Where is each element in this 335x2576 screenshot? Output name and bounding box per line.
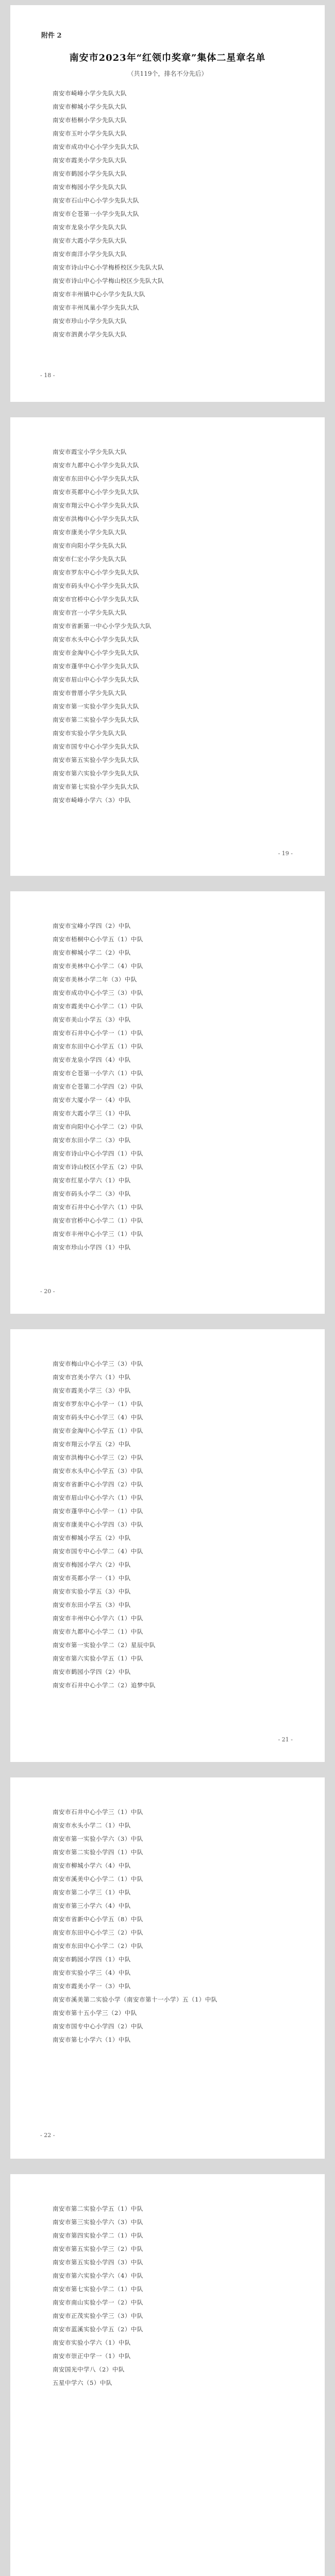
list-item: 南安市石井中心小学六（1）中队 (53, 1204, 143, 1211)
list-item: 南安市石井中心小学二（2）追梦中队 (53, 1682, 156, 1689)
document-page (10, 5, 325, 402)
honor-list (53, 1805, 304, 2046)
list-item: 南安市诗山中心小学四（1）中队 (53, 1150, 143, 1157)
list-item: 南安市龙泉小学四（4）中队 (53, 1056, 131, 1063)
list-item: 南安市诗山中心小学梅山校区少先队大队 (53, 277, 164, 284)
list-item: 南安市梅山中心小学三（3）中队 (53, 1360, 143, 1367)
list-item: 南安市第六实验小学六（4）中队 (53, 2272, 143, 2279)
list-item: 南安市英都小学一（1）中队 (53, 1574, 131, 1582)
honor-list (53, 1357, 304, 1692)
list-item: 南安市珍山小学少先队大队 (53, 317, 127, 325)
list-item: 南安市溪美第二实验小学（南安市第十一小学）五（1）中队 (53, 1996, 217, 2003)
list-item: 南安市石井中心小学三（1）中队 (53, 1808, 143, 1816)
list-item: 南安市崇正中学一（1）中队 (53, 2352, 131, 2360)
list-item: 南安市英都中心小学少先队大队 (53, 488, 139, 496)
list-item: 南安市国专中心小学二（4）中队 (53, 1548, 143, 1555)
list-item: 南安市第十五小学三（2）中队 (53, 2009, 137, 2016)
list-item: 南安市实验小学少先队大队 (53, 730, 127, 737)
list-item: 南安市第二实验小学四（1）中队 (53, 1849, 143, 1856)
list-item: 南安市第七实验小学少先队大队 (53, 783, 139, 790)
honor-list (53, 2202, 304, 2389)
list-item: 南安市第一实验小学二（2）星辰中队 (53, 1641, 156, 1649)
list-item: 南安市霞美中心小学二（1）中队 (53, 1003, 143, 1010)
list-item: 南安市第一实验小学六（3）中队 (53, 1835, 143, 1842)
list-item: 南安市东田小学二（3）中队 (53, 1137, 131, 1144)
list-item: 南安市丰州凤巢小学少先队大队 (53, 304, 139, 311)
list-item: 南安市宫美小学六（1）中队 (53, 1374, 131, 1381)
list-item: 南安国光中学八（2）中队 (53, 2366, 125, 2373)
document-page (10, 891, 325, 1314)
list-item: 南安市美林中心小学二（4）中队 (53, 962, 143, 970)
list-item: 南安市诗山校区小学五（2）中队 (53, 1163, 143, 1171)
list-item: 南安市蓬华中心小学一（1）中队 (53, 1507, 143, 1515)
list-item: 南安市正茂实验小学三（3）中队 (53, 2312, 143, 2319)
list-item: 南安市石山中心小学少先队大队 (53, 197, 139, 204)
list-item: 南安市官桥中心小学二（1）中队 (53, 1217, 143, 1224)
list-item: 南安市诗山中心小学梅桥校区少先队大队 (53, 264, 164, 271)
list-item: 南安市第七小学六（1）中队 (53, 2036, 131, 2043)
list-item: 南安市洪梅中心小学少先队大队 (53, 515, 139, 522)
list-item: 南安市成功中心小学少先队大队 (53, 143, 139, 150)
list-item: 南安市仑苍第一小学六（1）中队 (53, 1070, 143, 1077)
list-item: 南安市康美小学少先队大队 (53, 529, 127, 536)
list-item: 南安市红星小学六（1）中队 (53, 1177, 131, 1184)
list-item: 南安市东田中心小学二（2）中队 (53, 1942, 143, 1950)
list-item: 南安市第四实验小学二（1）中队 (53, 2232, 143, 2239)
list-item: 南安市蓬华中心小学少先队大队 (53, 663, 139, 670)
list-item: 南安市梧桐小学少先队大队 (53, 116, 127, 124)
document-subtitle: （共119个，排名不分先后） (127, 70, 208, 77)
attachment-label: 附件 2 (41, 32, 62, 40)
list-item: 南安市第五实验小学三（2）中队 (53, 2245, 143, 2252)
page-number: - 18 - (40, 372, 55, 379)
list-item: 南安市罗东中心小学少先队大队 (53, 569, 139, 576)
list-item: 南安市大霞小学少先队大队 (53, 237, 127, 244)
list-item: 南安市金淘中心小学少先队大队 (53, 649, 139, 656)
list-item: 南安市霞美小学三（3）中队 (53, 1387, 131, 1394)
list-item: 南安市东田中心小学五（1）中队 (53, 1043, 143, 1050)
list-item: 南安市美山小学五（3）中队 (53, 1016, 131, 1023)
list-item: 南安市省新第一中心小学少先队大队 (53, 622, 152, 630)
list-item: 南安市宫一小学少先队大队 (53, 609, 127, 616)
list-item: 南安市成功中心小学三（3）中队 (53, 989, 143, 996)
list-item: 南安市大厦小学一（4）中队 (53, 1096, 131, 1104)
page-number: - 21 - (278, 1736, 293, 1743)
list-item: 南安市翔云小学五（2）中队 (53, 1440, 131, 1448)
list-item: 南安市第二小学三（1）中队 (53, 1889, 131, 1896)
list-item: 南安市眉山中心小学六（1）中队 (53, 1494, 143, 1501)
list-item: 南安市溪美中心小学二（1）中队 (53, 1875, 143, 1883)
list-item: 南安市第七实验小学二（1）中队 (53, 2285, 143, 2293)
list-item: 南安市第三小学六（4）中队 (53, 1902, 131, 1909)
list-item: 南安市洪梅中心小学三（2）中队 (53, 1454, 143, 1461)
list-item: 南安市水头小学二（1）中队 (53, 1822, 131, 1829)
list-item: 南安市鹤园小学少先队大队 (53, 170, 127, 177)
list-item: 南安市丰州中心小学三（1）中队 (53, 1230, 143, 1238)
page-number: - 19 - (278, 850, 293, 857)
list-item: 南安市鹤园小学四（1）中队 (53, 1956, 131, 1963)
document-page (10, 1777, 325, 2159)
list-item: 南安市曾厝小学少先队大队 (53, 689, 127, 697)
document-page (10, 2174, 325, 2576)
list-item: 南安市柳城小学二（2）中队 (53, 949, 131, 956)
list-item: 南安市霞宝小学少先队大队 (53, 448, 127, 455)
list-item: 南安市向阳小学少先队大队 (53, 542, 127, 549)
list-item: 南安市崎峰小学少先队大队 (53, 90, 127, 97)
list-item: 南安市大霞小学三（1）中队 (53, 1110, 131, 1117)
list-item: 南安市国专中心小学少先队大队 (53, 743, 139, 750)
list-item: 南安市丰州镇中心小学少先队大队 (53, 291, 145, 298)
list-item: 南安市向阳中心小学二（2）中队 (53, 1123, 143, 1130)
list-item: 南安市美林小学二年（3）中队 (53, 976, 137, 983)
list-item: 南安市第六实验小学五（1）中队 (53, 1655, 143, 1662)
list-item: 南安市第一实验小学少先队大队 (53, 703, 139, 710)
list-item: 南安市东田中心小学三（2）中队 (53, 1929, 143, 1936)
list-item: 南安市第二实验小学五（1）中队 (53, 2205, 143, 2212)
list-item: 南安市翔云中心小学少先队大队 (53, 502, 139, 509)
list-item: 南安市泗黄小学少先队大队 (53, 331, 127, 338)
list-item: 南安市霞美小学少先队大队 (53, 157, 127, 164)
list-item: 南安市柳城小学少先队大队 (53, 103, 127, 110)
list-item: 南安市实验小学六（1）中队 (53, 2339, 131, 2346)
document-page (10, 417, 325, 876)
list-item: 南安市省新中心小学四（2）中队 (53, 1481, 143, 1488)
list-item: 五星中学六（5）中队 (53, 2379, 112, 2386)
honor-list (53, 87, 304, 341)
list-item: 南安市国专中心小学四（2）中队 (53, 2023, 143, 2030)
list-item: 南安市仑苍第一小学少先队大队 (53, 210, 139, 217)
list-item: 南安市水头中心小学五（3）中队 (53, 1467, 143, 1475)
list-item: 南安市官桥中心小学少先队大队 (53, 596, 139, 603)
list-item: 南安市龙泉小学少先队大队 (53, 224, 127, 231)
list-item: 南安市第五实验小学少先队大队 (53, 756, 139, 764)
list-item: 南安市水头中心小学少先队大队 (53, 636, 139, 643)
list-item: 南安市东田小学五（3）中队 (53, 1601, 131, 1608)
list-item: 南安市九都中心小学少先队大队 (53, 462, 139, 469)
honor-list (53, 919, 304, 1254)
list-item: 南安市丰州中心小学六（1）中队 (53, 1615, 143, 1622)
document-page (10, 1329, 325, 1762)
list-item: 南安市梅园小学少先队大队 (53, 183, 127, 191)
list-item: 南安市宝峰小学四（2）中队 (53, 922, 131, 929)
list-item: 南安市蓝溪实验小学五（2）中队 (53, 2326, 143, 2333)
list-item: 南安市第五实验小学四（3）中队 (53, 2259, 143, 2266)
list-item: 南安市珍山小学四（1）中队 (53, 1244, 131, 1251)
list-item: 南安市码头中心小学少先队大队 (53, 582, 139, 589)
list-item: 南安市罗东中心小学一（1）中队 (53, 1400, 143, 1408)
list-item: 南安市金淘中心小学五（1）中队 (53, 1427, 143, 1434)
list-item: 南安市省新中心小学五（8）中队 (53, 1916, 143, 1923)
list-item: 南安市第三实验小学六（3）中队 (53, 2218, 143, 2226)
list-item: 南安市霞美小学一（3）中队 (53, 1982, 131, 1990)
list-item: 南安市第六实验小学少先队大队 (53, 770, 139, 777)
list-item: 南安市梧桐中心小学五（1）中队 (53, 936, 143, 943)
page-number: - 22 - (40, 2132, 55, 2139)
list-item: 南安市九都中心小学二（1）中队 (53, 1628, 143, 1635)
list-item: 南安市柳城小学六（4）中队 (53, 1862, 131, 1869)
page-number: - 20 - (40, 1288, 55, 1295)
list-item: 南安市梅园小学六（2）中队 (53, 1561, 131, 1568)
list-item: 南安市实验小学三（4）中队 (53, 1969, 131, 1976)
list-item: 南安市仑苍第二小学四（2）中队 (53, 1083, 143, 1090)
document-title: 南安市2023年“红领巾奖章”集体二星章名单 (69, 53, 266, 63)
list-item: 南安市崎峰小学六（3）中队 (53, 796, 131, 804)
list-item: 南安市码头中心小学三（4）中队 (53, 1414, 143, 1421)
list-item: 南安市仁宏小学少先队大队 (53, 555, 127, 563)
list-item: 南安市第二实验小学少先队大队 (53, 716, 139, 723)
list-item: 南安市实验小学五（3）中队 (53, 1588, 131, 1595)
list-item: 南安市码头小学二（3）中队 (53, 1190, 131, 1197)
list-item: 南安市柳城小学五（2）中队 (53, 1534, 131, 1541)
list-item: 南安市玉叶小学少先队大队 (53, 130, 127, 137)
list-item: 南安市眉山中心小学少先队大队 (53, 676, 139, 683)
list-item: 南安市南山实验小学一（2）中队 (53, 2299, 143, 2306)
list-item: 南安市石井中心小学一（1）中队 (53, 1029, 143, 1037)
list-item: 南安市南洋小学少先队大队 (53, 250, 127, 258)
list-item: 南安市东田中心小学少先队大队 (53, 475, 139, 482)
honor-list (53, 445, 304, 807)
list-item: 南安市康美中心小学四（3）中队 (53, 1521, 143, 1528)
list-item: 南安市鹤园小学四（2）中队 (53, 1668, 131, 1675)
